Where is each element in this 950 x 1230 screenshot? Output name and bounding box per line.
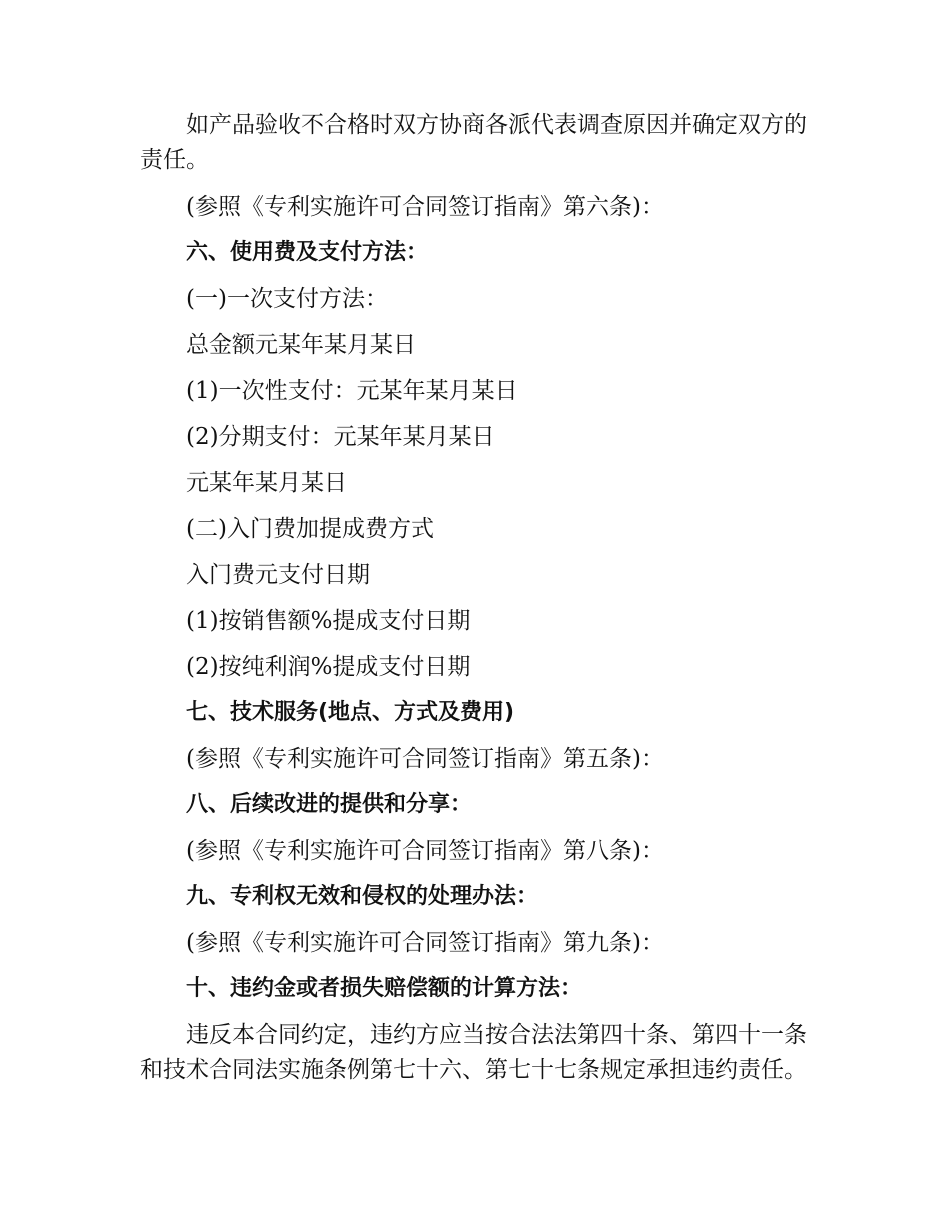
paragraph-breach-liability: 违反本合同约定，违约方应当按合法法第四十条、第四十一条和技术合同法实施条例第七十六、第七十七条规定承担违约责任。: [140, 1022, 807, 1083]
item-one-time-method: (一)一次支付方法：: [186, 286, 388, 312]
item-profit-royalty: (2)按纯利润%提成支付日期: [186, 654, 471, 680]
document-page: [140, 108, 820, 1088]
heading-section-6: 六、使用费及支付方法：: [186, 240, 429, 265]
heading-section-10: 十、违约金或者损失赔偿额的计算方法：: [186, 976, 583, 1001]
reference-article-9: (参照《专利实施许可合同签订指南》第九条)：: [186, 930, 664, 956]
paragraph-acceptance: 如产品验收不合格时双方协商各派代表调查原因并确定双方的责任。: [140, 112, 807, 173]
item-lump-sum: (1)一次性支付：元某年某月某日: [186, 378, 518, 404]
item-entry-fee: 入门费元支付日期: [186, 562, 370, 588]
reference-article-8: (参照《专利实施许可合同签订指南》第八条)：: [186, 838, 664, 864]
reference-article-5: (参照《专利实施许可合同签订指南》第五条)：: [186, 746, 664, 772]
item-sales-royalty: (1)按销售额%提成支付日期: [186, 608, 471, 634]
heading-section-9: 九、专利权无效和侵权的处理办法：: [186, 884, 539, 909]
heading-section-8: 八、后续改进的提供和分享：: [186, 792, 473, 817]
item-installment: (2)分期支付：元某年某月某日: [186, 424, 495, 450]
item-entry-fee-method: (二)入门费加提成费方式: [186, 516, 434, 542]
reference-article-6: (参照《专利实施许可合同签订指南》第六条)：: [186, 194, 664, 220]
heading-section-7: 七、技术服务(地点、方式及费用): [186, 700, 515, 725]
item-total-amount: 总金额元某年某月某日: [186, 332, 416, 358]
item-installment-2: 元某年某月某日: [186, 470, 347, 496]
